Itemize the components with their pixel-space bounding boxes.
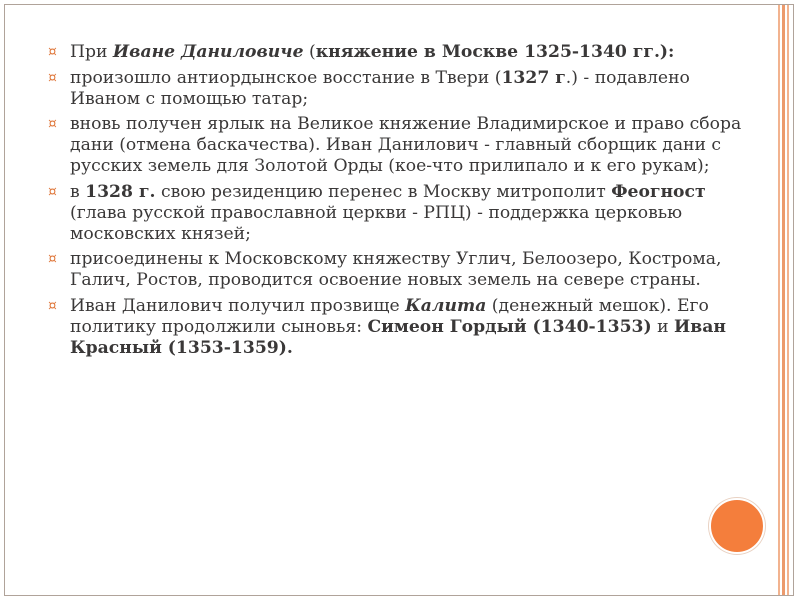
text-segment: 1327 г bbox=[501, 67, 566, 88]
text-segment: Феогност bbox=[611, 181, 706, 202]
bullet-icon: ¤ bbox=[48, 183, 57, 200]
text-segment: присоединены к Московскому княжеству Углич, Белоозеро, Кострома, Галич, Ростов, проводится освоение новых земель на севере страны. bbox=[70, 249, 722, 290]
text-segment: (денежный мешок). Его политику продолжили сыновья: bbox=[70, 295, 709, 337]
bullet-icon: ¤ bbox=[48, 297, 57, 314]
text-segment: и bbox=[651, 316, 675, 337]
list-item bbox=[48, 296, 760, 359]
slide-content bbox=[48, 42, 760, 363]
decorative-stripe bbox=[782, 5, 785, 595]
text-segment: в bbox=[70, 181, 86, 202]
text-segment: При bbox=[70, 42, 113, 62]
decorative-circle bbox=[709, 498, 765, 554]
text-segment: вновь получен ярлык на Великое княжение Владимирское и право сбора дани (отмена баскачества). Иван Данилович - главный сборщик дани с русских земель для Золотой Орды (кое-что прилипало и к его рукам); bbox=[70, 114, 742, 176]
decorative-stripe bbox=[778, 5, 780, 595]
text-segment: ( bbox=[303, 42, 316, 62]
list-item bbox=[48, 114, 760, 177]
list-item bbox=[48, 42, 760, 63]
bullet-list bbox=[48, 42, 760, 359]
text-segment: Иване Даниловиче bbox=[112, 42, 304, 62]
list-item bbox=[48, 68, 760, 110]
text-segment: Симеон Гордый (1340-1353) bbox=[367, 316, 652, 337]
text-segment: княжение в Москве 1325-1340 гг.): bbox=[315, 42, 675, 62]
list-item bbox=[48, 249, 760, 291]
text-segment: 1328 г. bbox=[85, 181, 156, 202]
bullet-icon: ¤ bbox=[48, 116, 57, 132]
text-segment: Иван Данилович получил прозвище bbox=[70, 295, 406, 316]
text-segment: произошло антиордынское восстание в Твери ( bbox=[70, 67, 502, 88]
decorative-stripe bbox=[787, 5, 789, 595]
bullet-icon: ¤ bbox=[48, 44, 57, 60]
text-segment: Калита bbox=[405, 295, 487, 316]
text-segment: (глава русской православной церкви - РПЦ) - поддержка церковью московских князей; bbox=[70, 202, 683, 244]
bullet-icon: ¤ bbox=[48, 69, 57, 86]
list-item bbox=[48, 182, 760, 245]
text-segment: Иван Красный (1353-1359). bbox=[70, 316, 726, 358]
bullet-icon: ¤ bbox=[48, 251, 57, 267]
text-segment: .) - подавлено Иваном с помощью татар; bbox=[70, 67, 690, 109]
text-segment: свою резиденцию перенес в Москву митрополит bbox=[155, 181, 612, 202]
